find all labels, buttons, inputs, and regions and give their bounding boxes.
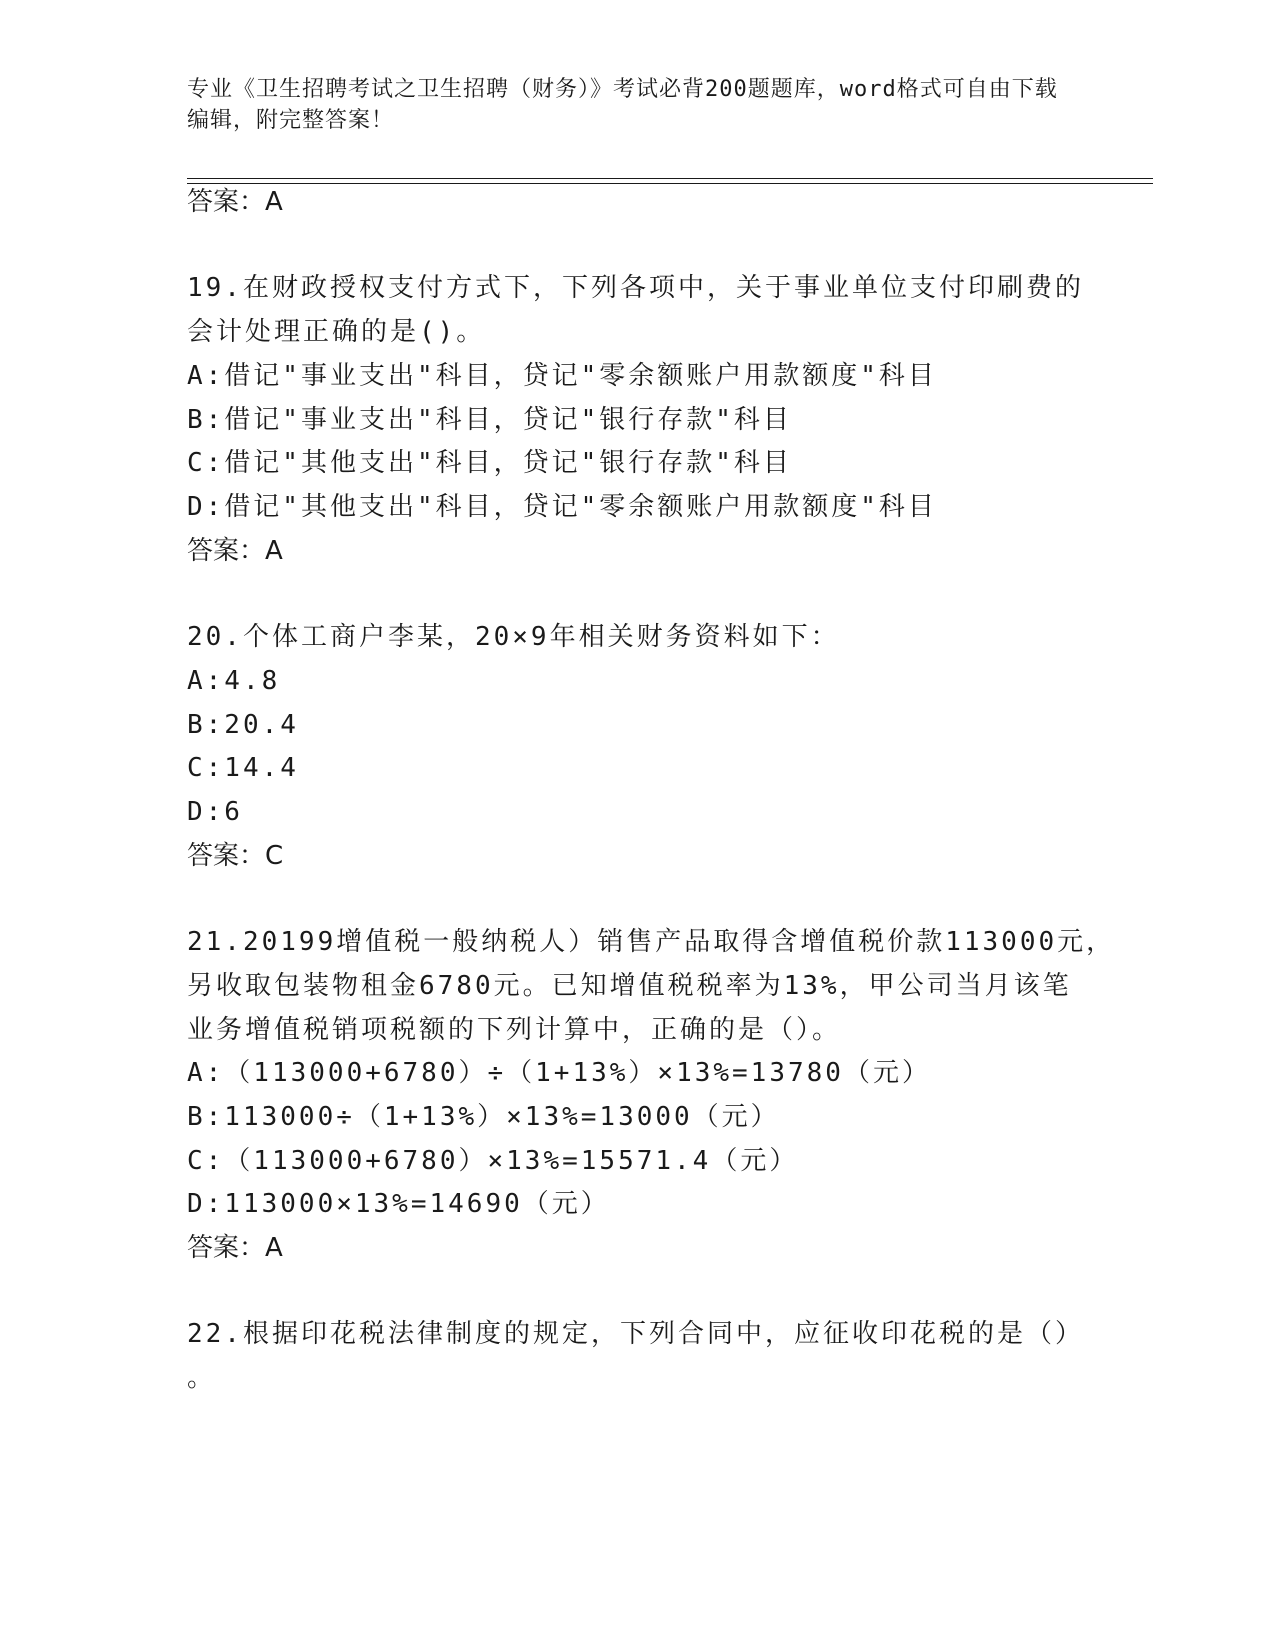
question-21-option-c: C:（113000+6780）×13%=15571.4（元）	[187, 1146, 799, 1176]
answer-18: 答案：A	[187, 187, 283, 217]
header-rule-top	[187, 178, 1153, 179]
question-20-option-d: D:6	[187, 797, 243, 827]
question-19-stem-line2: 会计处理正确的是()。	[187, 317, 486, 347]
header-rule-bottom	[187, 183, 1153, 184]
question-20-option-b: B:20.4	[187, 710, 299, 740]
question-19-option-c: C:借记"其他支出"科目，贷记"银行存款"科目	[187, 448, 792, 478]
question-21-stem-line3: 业务增值税销项税额的下列计算中，正确的是（）。	[187, 1015, 842, 1045]
question-21-stem-line1: 21.20199增值税一般纳税人）销售产品取得含增值税价款113000元，	[187, 927, 1116, 957]
question-19-stem-line1: 19.在财政授权支付方式下，下列各项中，关于事业单位支付印刷费的	[187, 273, 1084, 303]
question-19-option-a: A:借记"事业支出"科目，贷记"零余额账户用款额度"科目	[187, 361, 937, 391]
question-20-option-a: A:4.8	[187, 666, 281, 696]
question-20-answer: 答案：C	[187, 841, 284, 871]
question-22-stem-line2: 。	[187, 1363, 217, 1393]
question-21-stem-line2: 另收取包装物租金6780元。已知增值税税率为13%，甲公司当月该笔	[187, 971, 1072, 1001]
question-20-stem: 20.个体工商户李某，20×9年相关财务资料如下：	[187, 622, 840, 652]
question-20-option-c: C:14.4	[187, 753, 299, 783]
question-21-option-a: A:（113000+6780）÷（1+13%）×13%=13780（元）	[187, 1058, 931, 1088]
document-header: 专业《卫生招聘考试之卫生招聘（财务）》考试必背200题题库，word格式可自由下载编辑，附完整答案！	[187, 77, 1058, 133]
question-19-option-b: B:借记"事业支出"科目，贷记"银行存款"科目	[187, 405, 792, 435]
question-21-option-b: B:113000÷（1+13%）×13%=13000（元）	[187, 1102, 780, 1132]
question-21-answer: 答案：A	[187, 1233, 283, 1263]
question-19-answer: 答案：A	[187, 536, 283, 566]
question-22-stem-line1: 22.根据印花税法律制度的规定，下列合同中，应征收印花税的是（）	[187, 1319, 1084, 1349]
question-21-option-d: D:113000×13%=14690（元）	[187, 1189, 610, 1219]
question-19-option-d: D:借记"其他支出"科目，贷记"零余额账户用款额度"科目	[187, 492, 937, 522]
